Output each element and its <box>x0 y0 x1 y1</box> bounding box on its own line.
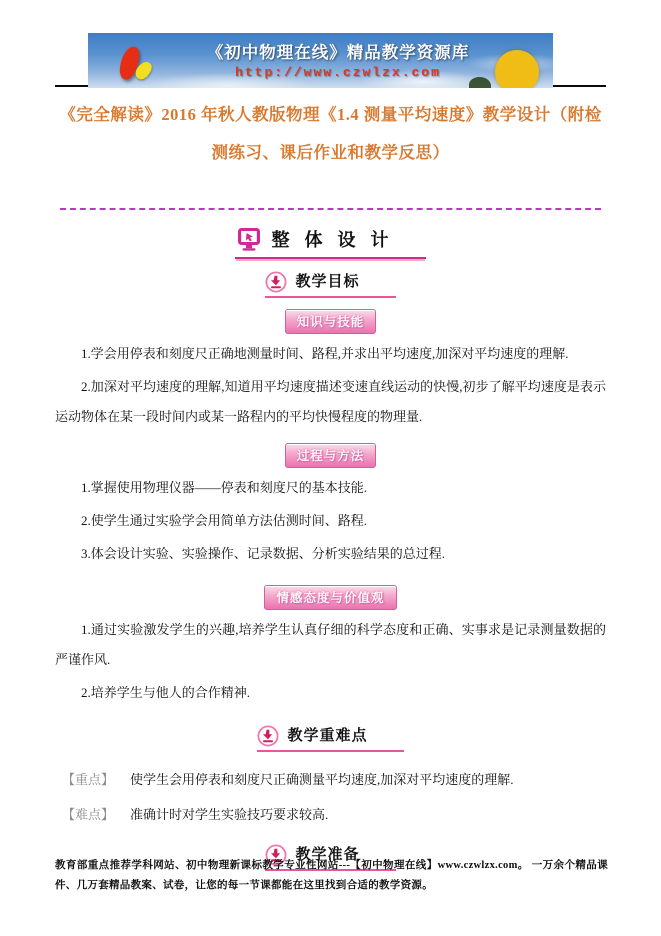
footer-promo-text: 教育部重点推荐学科网站、初中物理新课标教学专业性网站---【初中物理在线】www.czwlzx.com。 一万余个精品课件、几万套精品教案、试卷，让您的每一节课都能在这里找到合适的教学资源。 <box>55 860 608 891</box>
key-difficult-label: 教学重难点 <box>287 727 368 744</box>
paragraph: 2.培养学生与他人的合作精神. <box>81 685 251 700</box>
site-banner <box>88 33 553 88</box>
banner-site-url[interactable]: http://www.czwlzx.com <box>235 65 441 80</box>
download-arrow-circle-icon <box>265 271 287 293</box>
paragraph: 2.加深对平均速度的理解,知道用平均速度描述变速直线运动的快慢,初步了解平均速度是表示运动物体在某一段时间内或某一路程内的平均快慢程度的物理量. <box>55 379 606 424</box>
document-title: 《完全解读》2016 年秋人教版物理《1.4 测量平均速度》教学设计（附检测练习、课后作业和教学反思） <box>59 105 602 162</box>
section-heading-overall-design <box>235 227 425 259</box>
difficult-point-text: 准确计时对学生实验技巧要求较高. <box>130 807 329 822</box>
preparation-label: 教学准备 <box>295 846 360 863</box>
site-logo-icon <box>118 44 158 84</box>
section-heading-teaching-goals <box>265 271 395 298</box>
teaching-goals-label: 教学目标 <box>295 273 360 290</box>
key-point-row <box>55 762 606 797</box>
sunflower-icon <box>495 50 539 88</box>
download-arrow-circle-icon <box>257 725 279 747</box>
badge-emotion-values: 情感态度与价值观 <box>264 585 396 610</box>
document-body <box>55 96 606 871</box>
overall-design-label: 整 体 设 计 <box>271 230 394 250</box>
paragraph: 3.体会设计实验、实验操作、记录数据、分析实验结果的总过程. <box>81 546 446 561</box>
section-heading-key-difficult <box>257 725 403 752</box>
difficult-point-row <box>55 797 606 832</box>
plant-icon <box>469 77 491 88</box>
badge-knowledge-skills: 知识与技能 <box>285 309 377 334</box>
banner-site-title: 《初中物理在线》精品教学资源库 <box>206 43 470 62</box>
key-point-text: 使学生会用停表和刻度尺正确测量平均速度,加深对平均速度的理解. <box>130 772 514 787</box>
monitor-icon <box>237 227 261 252</box>
paragraph: 1.学会用停表和刻度尺正确地测量时间、路程,并求出平均速度,加深对平均速度的理解. <box>81 346 569 361</box>
paragraph: 1.通过实验激发学生的兴趣,培养学生认真仔细的科学态度和正确、实事求是记录测量数据的严谨作风. <box>55 622 606 667</box>
banner-text-block <box>178 39 498 80</box>
key-point-tag: 【重点】 <box>62 772 115 787</box>
paragraph: 2.使学生通过实验学会用简单方法估测时间、路程. <box>81 513 368 528</box>
badge-process-methods: 过程与方法 <box>285 443 377 468</box>
difficult-point-tag: 【难点】 <box>62 807 115 822</box>
paragraph: 1.掌握使用物理仪器——停表和刻度尺的基本技能. <box>81 480 368 495</box>
